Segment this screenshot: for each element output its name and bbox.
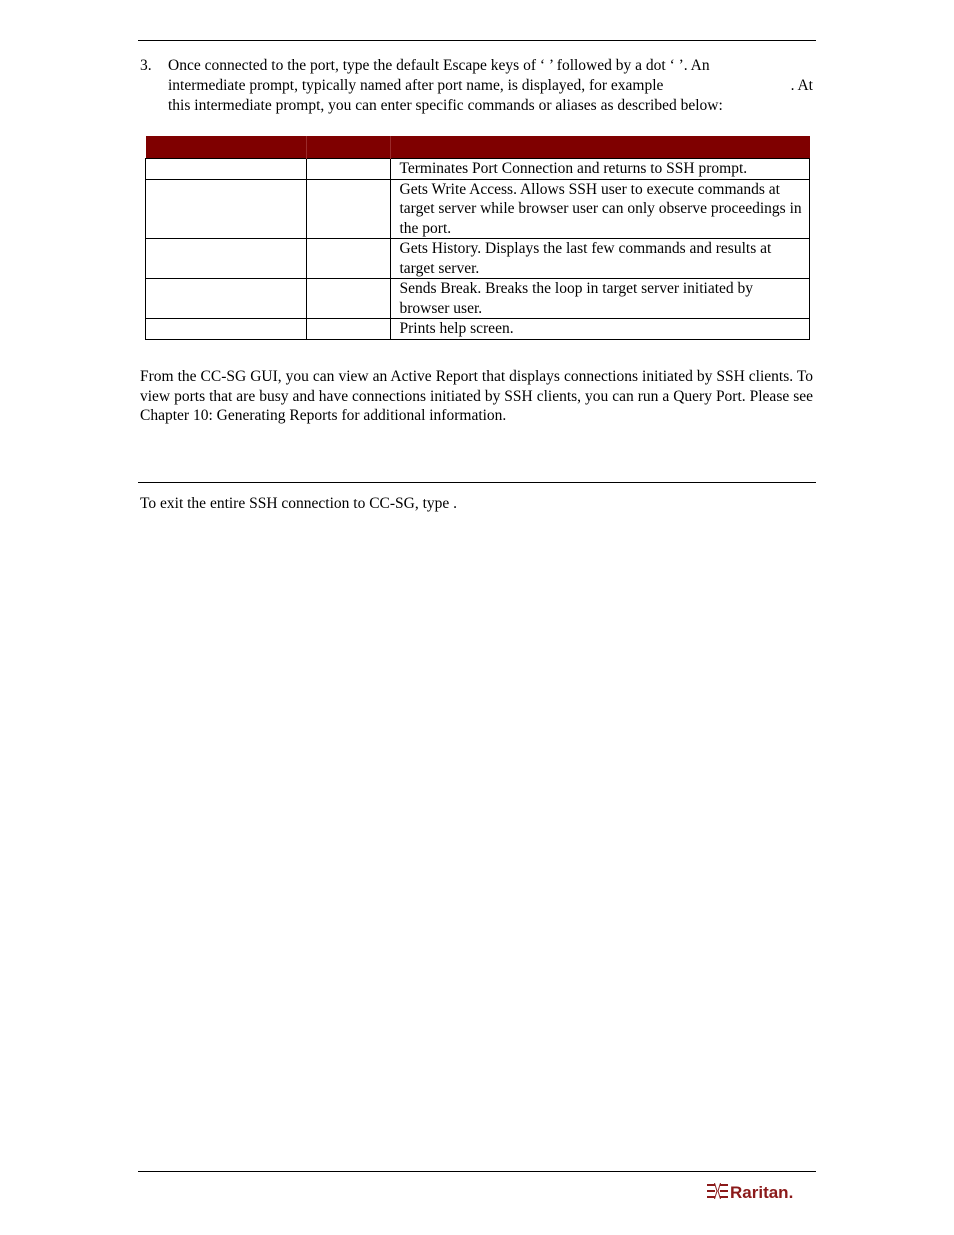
step-3-line-3: this intermediate prompt, you can enter specific commands or aliases as described below:: [168, 97, 723, 114]
cell-alias: [306, 159, 390, 180]
cell-command: [146, 179, 307, 239]
cell-alias: [306, 279, 390, 319]
raritan-mark-icon: [707, 1183, 728, 1199]
cell-command: [146, 319, 307, 340]
raritan-logo: [706, 1179, 812, 1203]
cell-description: Prints help screen.: [390, 319, 810, 340]
cell-command: [146, 279, 307, 319]
cell-description: Gets History. Displays the last few commands and results at target server.: [390, 239, 810, 279]
table-row: [146, 179, 810, 239]
step-3: [140, 56, 816, 116]
table-row: [146, 159, 810, 180]
active-report-paragraph: From the CC-SG GUI, you can view an Active Report that displays connections initiated by SSH clients. To view ports that are busy and have connections initiated by SSH clients, you can run a Query Port. Please see Chapter 10: Generating Reports for additional information.: [140, 368, 813, 425]
step-3-line-1: Once connected to the port, type the default Escape keys of ‘ ’ followed by a dot ‘ ’. An: [168, 57, 710, 74]
escape-commands-table: [145, 136, 810, 340]
cell-description: Terminates Port Connection and returns to SSH prompt.: [390, 159, 810, 180]
cell-alias: [306, 239, 390, 279]
footer-rule: [138, 1171, 816, 1172]
step-3-line-2-start: intermediate prompt, typically named after port name, is displayed, for example: [168, 77, 664, 94]
step-3-line-2: [168, 76, 813, 96]
cell-alias: [306, 319, 390, 340]
table-header-row: [146, 136, 810, 159]
step-3-text: [168, 56, 813, 116]
header-rule: [138, 40, 816, 41]
table-row: [146, 319, 810, 340]
cell-description: Gets Write Access. Allows SSH user to execute commands at target server while browser user can only observe proceedings in the port.: [390, 179, 810, 239]
section-rule: [138, 482, 816, 483]
cell-command: [146, 159, 307, 180]
logo-wordmark: Raritan.: [730, 1183, 794, 1202]
table-row: [146, 279, 810, 319]
cell-description: Sends Break. Breaks the loop in target server initiated by browser user.: [390, 279, 810, 319]
header-description: [390, 136, 810, 159]
header-alias: [306, 136, 390, 159]
step-3-line-2-end: . At: [790, 77, 813, 94]
step-number: 3.: [140, 57, 152, 74]
cell-alias: [306, 179, 390, 239]
table-row: [146, 239, 810, 279]
exit-instruction: To exit the entire SSH connection to CC-SG, type .: [140, 495, 458, 512]
cell-command: [146, 239, 307, 279]
header-command: [146, 136, 307, 159]
